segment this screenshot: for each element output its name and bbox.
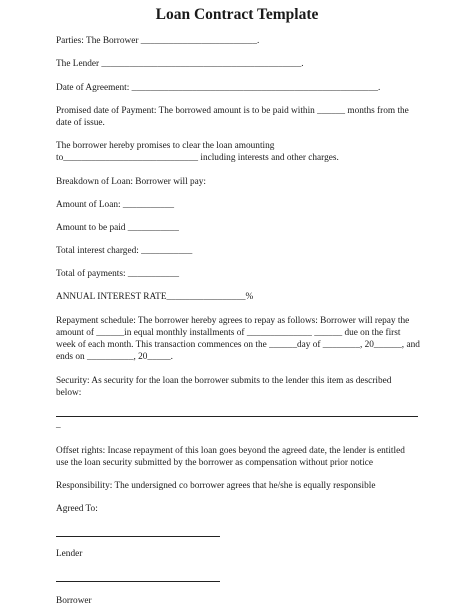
promise-line-1: The borrower hereby promises to clear the loan amounting	[56, 141, 275, 151]
document-title: Loan Contract Template	[155, 6, 319, 23]
amount-of-loan-line: Amount of Loan: ___________	[56, 200, 175, 210]
promised-date-line-2: date of issue.	[56, 118, 105, 128]
breakdown-heading: Breakdown of Loan: Borrower will pay:	[56, 177, 207, 187]
amount-to-be-paid-line: Amount to be paid ___________	[56, 223, 179, 233]
lender-signature-rule	[56, 536, 220, 537]
annual-interest-rate-line: ANNUAL INTEREST RATE_________________%	[56, 292, 254, 302]
parties-line: Parties: The Borrower _________________________.	[56, 36, 260, 46]
repayment-line-2: amount of ______in equal monthly installments of ______________ ______ due on the first	[56, 328, 401, 338]
security-blank-rule	[56, 416, 418, 417]
borrower-label: Borrower	[56, 596, 92, 606]
security-blank-end: _	[56, 420, 61, 430]
date-of-agreement-line: Date of Agreement: _____________________________________________________.	[56, 83, 381, 93]
responsibility-line: Responsibility: The undersigned co borrower agrees that he/she is equally responsible	[56, 481, 376, 491]
offset-rights-line-2: use the loan security submitted by the borrower as compensation without prior notice	[56, 458, 374, 468]
promise-line-2: to_____________________________ including interests and other charges.	[56, 153, 339, 163]
security-line-1: Security: As security for the loan the borrower submits to the lender this item as described	[56, 376, 392, 386]
total-interest-line: Total interest charged: ___________	[56, 246, 193, 256]
total-payments-line: Total of payments: ___________	[56, 269, 180, 279]
repayment-line-3: week of each month. This transaction commences on the ______day of ________, 20______, and	[56, 340, 420, 350]
offset-rights-line-1: Offset rights: Incase repayment of this loan goes beyond the agreed date, the lender is entitled	[56, 446, 405, 456]
security-line-2: below:	[56, 388, 82, 398]
repayment-line-4: ends on __________, 20_____.	[56, 352, 173, 362]
agreed-to-label: Agreed To:	[56, 504, 98, 514]
lender-label: Lender	[56, 549, 83, 559]
lender-line: The Lender ___________________________________________.	[56, 59, 304, 69]
promised-date-line-1: Promised date of Payment: The borrowed amount is to be paid within ______ months from the	[56, 106, 409, 116]
borrower-signature-rule	[56, 581, 220, 582]
repayment-line-1: Repayment schedule: The borrower hereby agrees to repay as follows: Borrower will repay the	[56, 316, 410, 326]
